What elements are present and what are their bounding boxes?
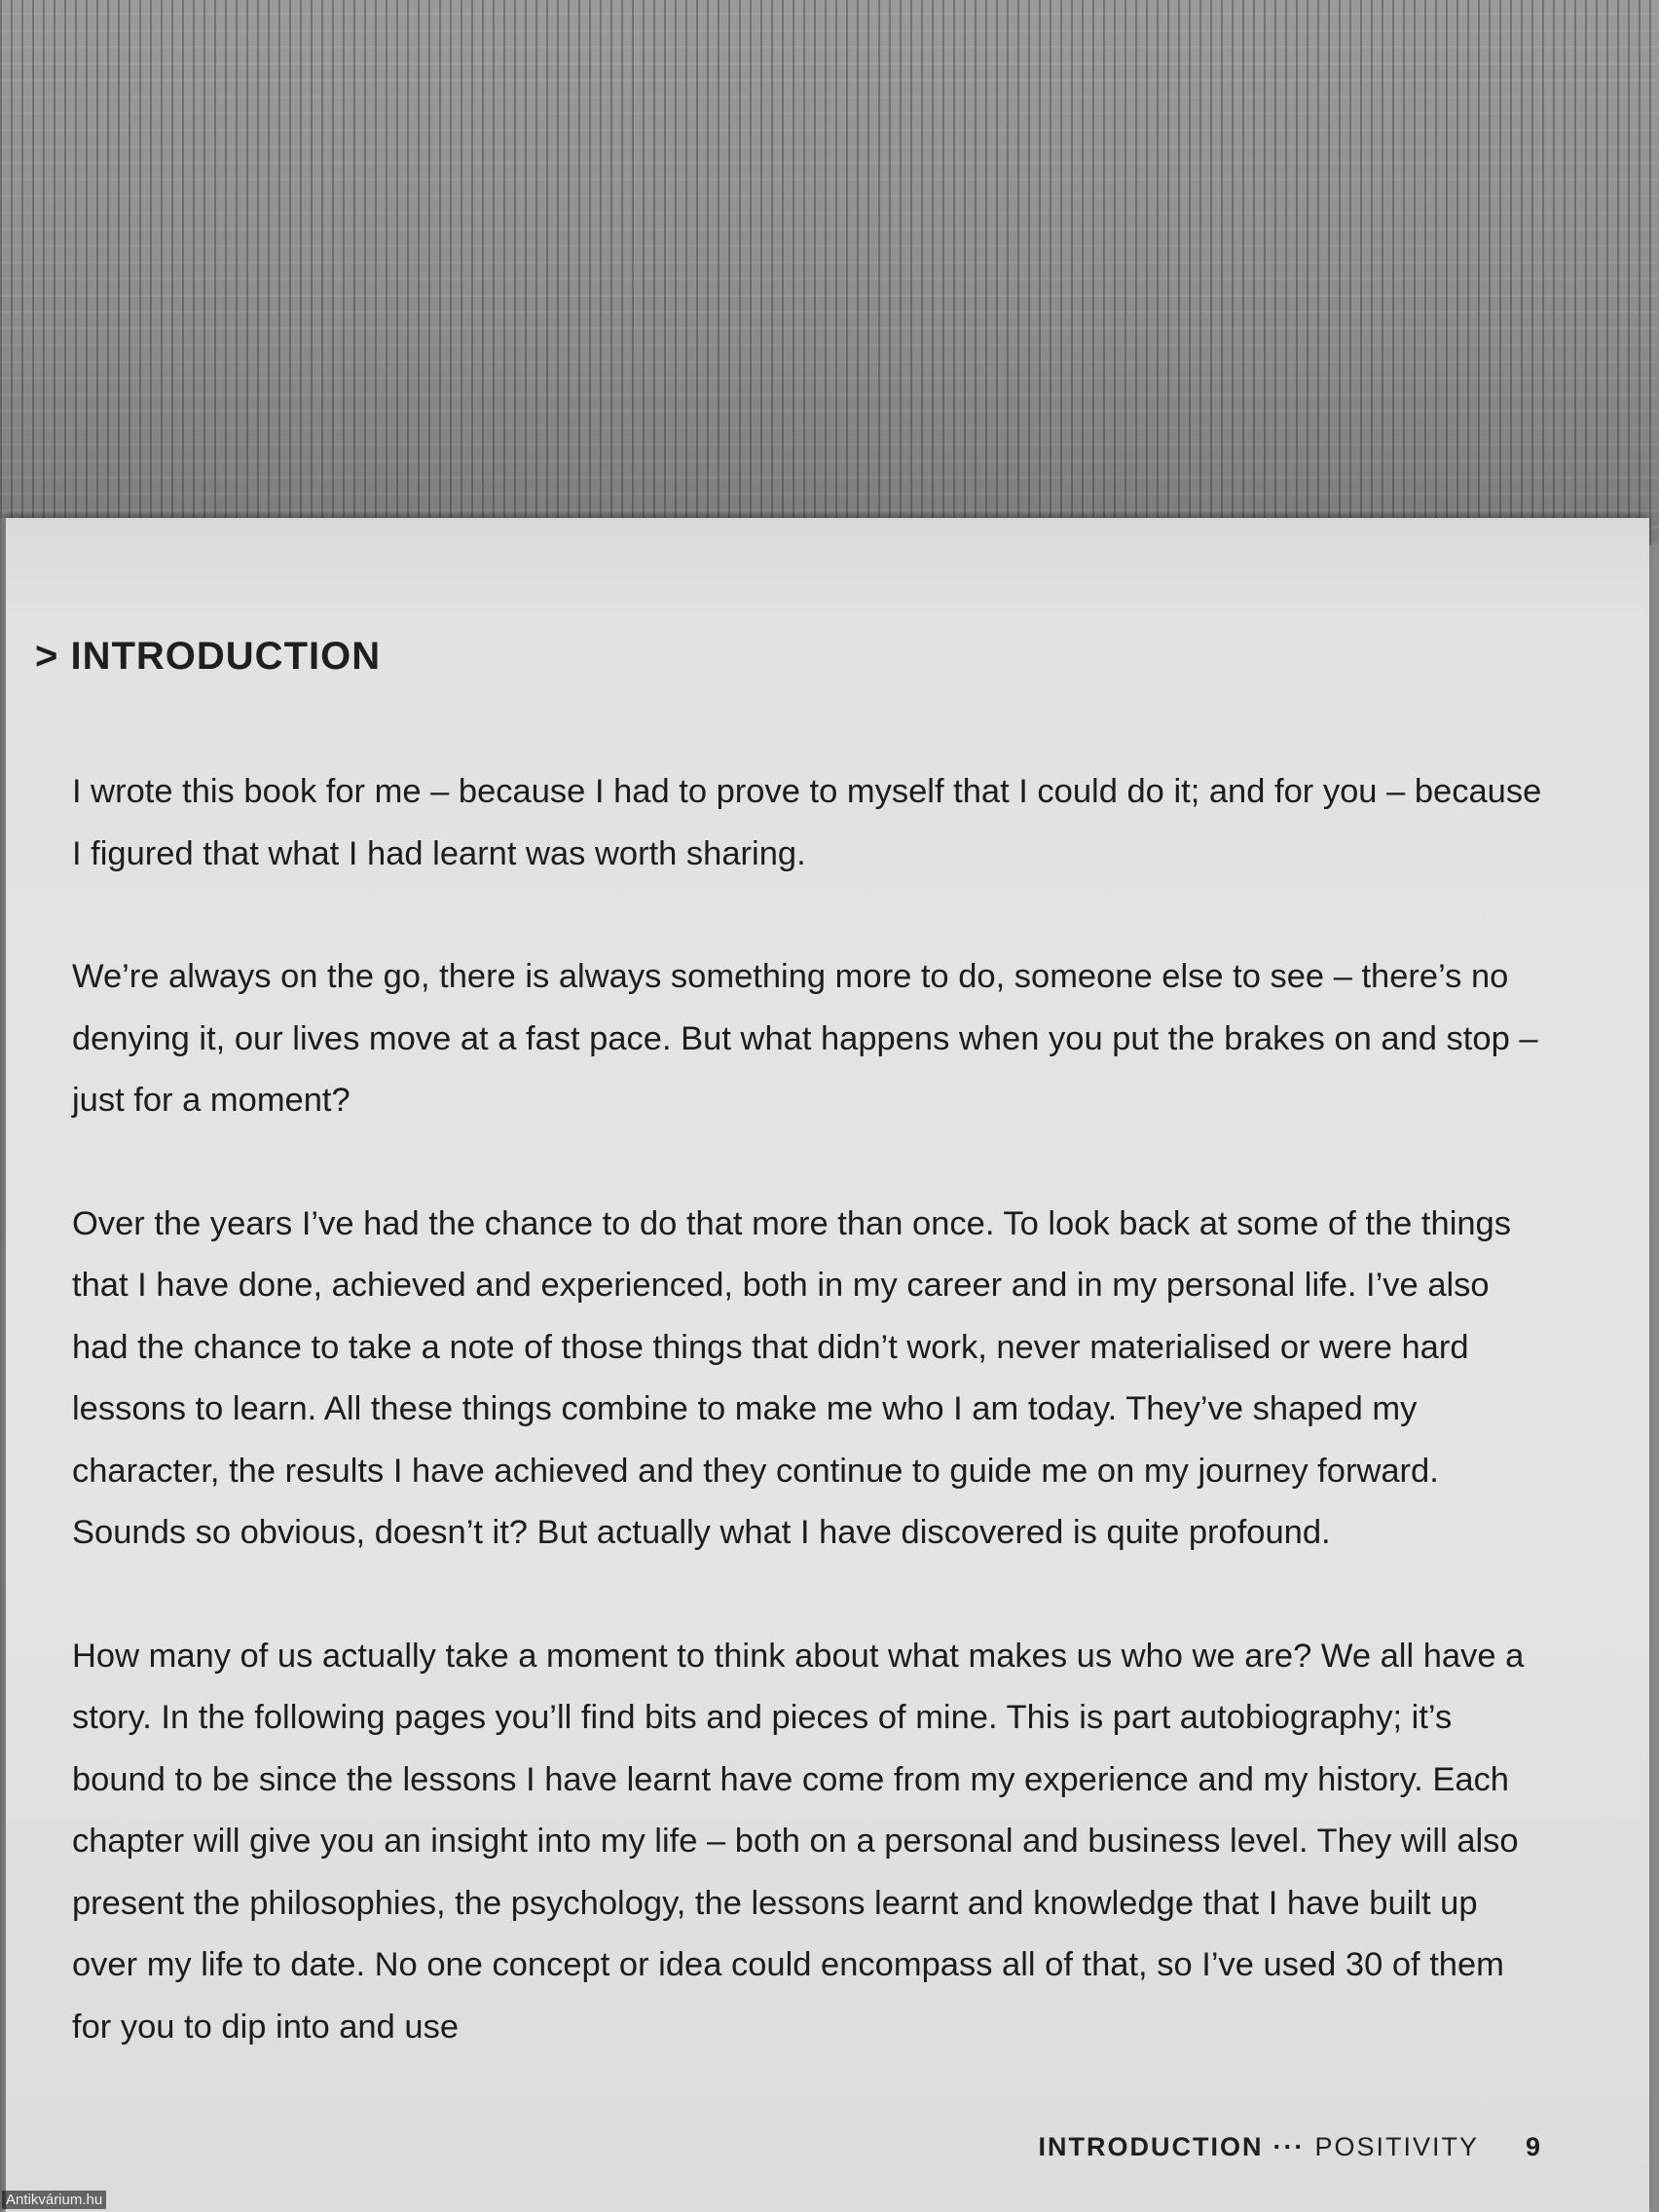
body-text [72,761,1552,2120]
page-number: 9 [1525,2132,1540,2161]
section-heading: > INTRODUCTION [35,635,382,678]
watermark: Antikvárium.hu [2,2191,106,2209]
paragraph-4: How many of us actually take a moment to think about what makes us who we are? We all have a story. In the following pages you’ll find bits and pieces of mine. This is part autobiography; it’s bound to be since the lessons I have learnt have come from my experience and my history. Each chapter will give you an insight into my life – both on a personal and business level. They will also present the philosophies, the psychology, the lessons learnt and knowledge that I have built up over my life to date. No one concept or idea could encompass all of that, so I’ve used 30 of them for you to dip into and use [72,1637,1525,2046]
running-footer [1038,2132,1540,2162]
footer-section: INTRODUCTION [1038,2132,1264,2161]
paragraph-1: I wrote this book for me – because I had to prove to myself that I could do it; and for you – because I figured that what I had learnt was worth sharing. [72,773,1542,872]
footer-separator: ··· [1272,2132,1306,2161]
paragraph-3: Over the years I’ve had the chance to do that more than once. To look back at some of the things that I have done, achieved and experienced, both in my career and in my personal life. I’ve also had the chance to take a note of those things that didn’t work, never materialised or were hard lessons to learn. All these things combine to make me who I am today. They’ve shaped my character, the results I have achieved and they continue to guide me on my journey forward. Sounds so obvious, doesn’t it? But actually what I have discovered is quite profound. [72,1204,1511,1551]
paragraph-2: We’re always on the go, there is always something more to do, someone else to see – there’s no denying it, our lives move at a fast pace. But what happens when you put the brakes on and stop – just for a moment? [72,958,1538,1119]
footer-chapter: POSITIVITY [1314,2132,1479,2161]
background-surface [0,0,1659,545]
